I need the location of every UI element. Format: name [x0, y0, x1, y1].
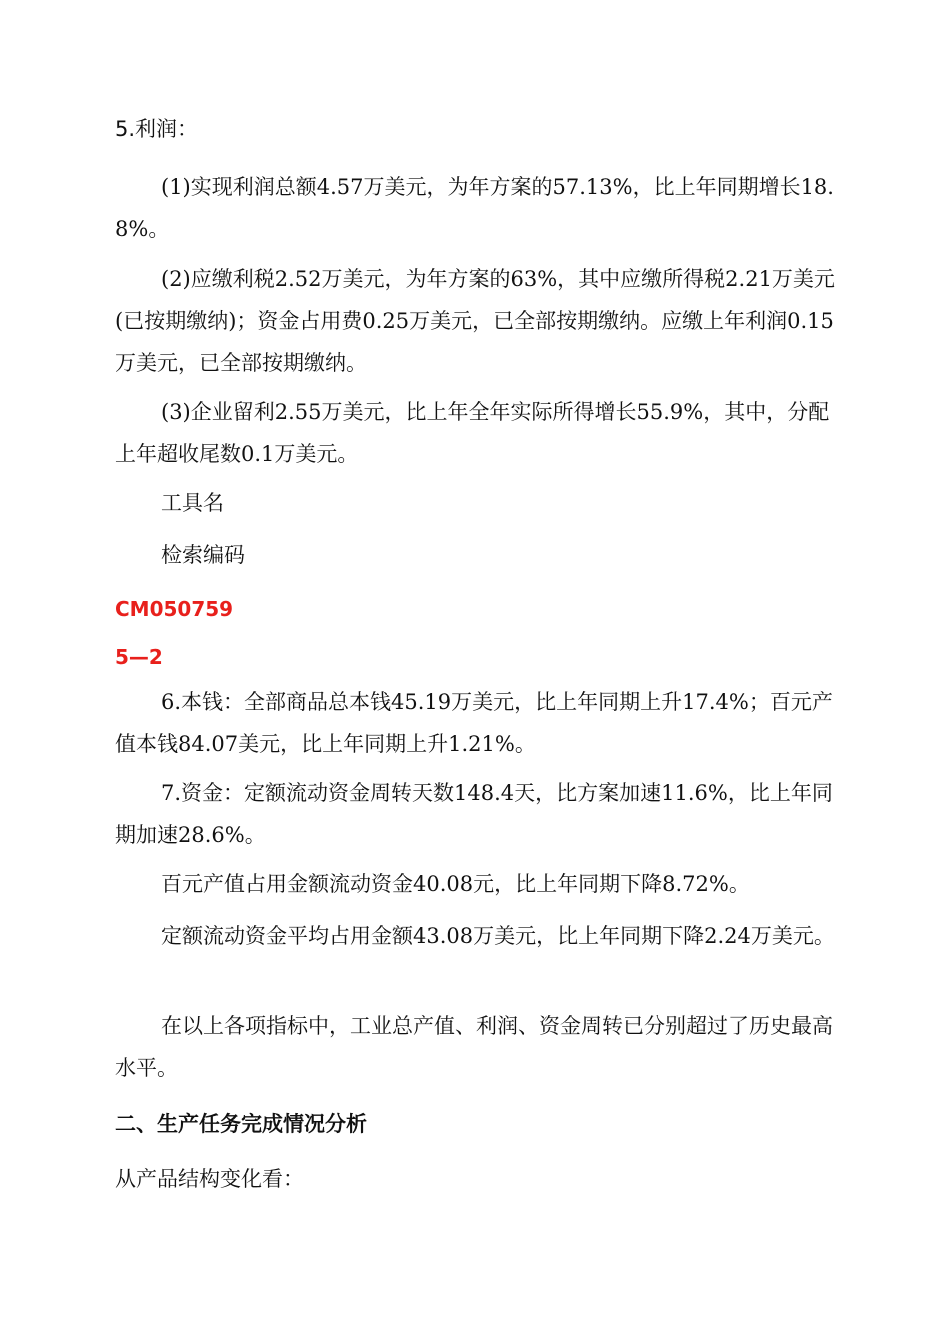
- paragraph-profit-total: (1)实现利润总额4.57万美元，为年方案的57.13%，比上年同期增长18.8%。: [115, 175, 834, 241]
- paragraph-summary: 在以上各项指标中，工业总产值、利润、资金周转已分别超过了历史最高水平。: [115, 1014, 833, 1080]
- paragraph-funds-average: 定额流动资金平均占用金额43.08万美元，比上年同期下降2.24万美元。: [161, 924, 835, 948]
- paragraph-funds-per-output: 百元产值占用金额流动资金40.08元，比上年同期下降8.72%。: [161, 872, 750, 896]
- paragraph-retained-profit: (3)企业留利2.55万美元，比上年全年实际所得增长55.9%，其中，分配上年超收尾数0.1万美元。: [115, 400, 830, 466]
- search-code-label: 检索编码: [161, 543, 245, 567]
- section-2-title: 二、生产任务完成情况分析: [115, 1112, 367, 1136]
- paragraph-product-structure: 从产品结构变化看：: [115, 1167, 304, 1191]
- paragraph-funds: 7.资金：定额流动资金周转天数148.4天，比方案加速11.6%，比上年同期加速28.6%。: [115, 781, 833, 847]
- section-5-title: 5.利润：: [115, 117, 199, 141]
- paragraph-taxes: (2)应缴利税2.52万美元，为年方案的63%，其中应缴所得税2.21万美元(已按期缴纳)；资金占用费0.25万美元，已全部按期缴纳。应缴上年利润0.15万美元，已全部按期缴纳。: [115, 267, 835, 375]
- tool-name-label: 工具名: [161, 491, 224, 515]
- retrieval-code-sub: 5—2: [115, 645, 163, 669]
- retrieval-code: CM050759: [115, 597, 234, 621]
- paragraph-cost: 6.本钱：全部商品总本钱45.19万美元，比上年同期上升17.4%；百元产值本钱84.07美元，比上年同期上升1.21%。: [115, 690, 833, 756]
